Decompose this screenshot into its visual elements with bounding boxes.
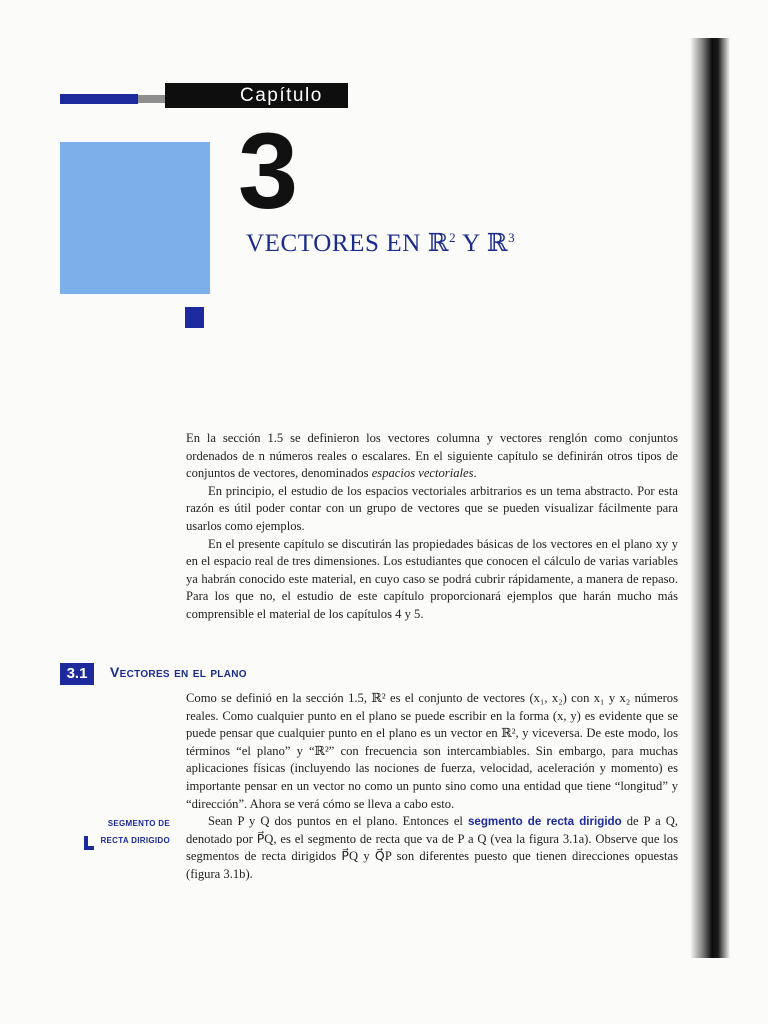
section-number: 3.1 [60, 663, 94, 685]
decorative-blue-panel [60, 142, 210, 294]
section-title: Vectores en el plano [110, 664, 247, 680]
chapter-number: 3 [238, 110, 299, 231]
section-text [186, 690, 678, 884]
chapter-label: Capítulo [240, 85, 323, 106]
margin-bracket-icon [84, 836, 94, 850]
intro-paragraph-3: En el presente capítulo se discutirán las propiedades básicas de los vectores en el plano xy y en el espacio real de tres dimensiones. Los estudiantes que conocen el cálculo de varias variables ya habrán conocido este material, en cuyo caso se podrá cubrir rápidamente, a manera de repaso. Para los que no, el estudio de este capítulo proporcionará ejemplos que harán mucho más comprensible el material de los capítulos 4 y 5. [186, 536, 678, 621]
section-paragraph-1: Como se definió en la sección 1.5, ℝ² es el conjunto de vectores (x₁, x₂) con x₁ y x₂ números reales. Como cualquier punto en el plano se puede escribir en la forma (x, y) es evidente que se puede pensar que cualquier punto en el plano es un vector en ℝ², y viceversa. De este modo, los términos “el plano” y “ℝ²” con frecuencia son intercambiables. Sin embargo, para muchas aplicaciones físicas (incluyendo las nociones de fuerza, velocidad, aceleración y momento) es importante pensar en un vector no como un punto sino como una entidad que tiene “longitud” y “dirección”. Ahora se verá cómo se lleva a cabo esto. [186, 691, 678, 811]
margin-note: SEGMENTO DE RECTA DIRIGIDO [100, 819, 170, 845]
header-gray-bar [138, 95, 166, 103]
intro-paragraph-2: En principio, el estudio de los espacios vectoriales arbitrarios es un tema abstracto. Por esta razón es útil poder contar con un grupo de vectores que se pueden visualizar fácilmente para usarlos como ejemplos. [186, 483, 678, 533]
intro-paragraph-1: En la sección 1.5 se definieron los vectores columna y vectores renglón como conjuntos ordenados de n números reales o escalares. En el siguiente capítulo se definirán otros tipos de conjuntos de vectores, denominados espacios vectoriales. [186, 431, 678, 481]
chapter-title: VECTORES EN ℝ$^2$ Y ℝ$^3$ [246, 230, 516, 257]
decorative-blue-square [185, 307, 204, 328]
section-paragraph-2: Sean P y Q dos puntos en el plano. Entonces el segmento de recta dirigido de P a Q, denotado por P⃗Q, es el segmento de recta que va de P a Q (vea la figura 3.1a). Observe que los segmentos de recta dirigidos P⃗Q y Q⃗P son diferentes puesto que tienen direcciones opuestas (figura 3.1b). [186, 814, 679, 881]
intro-text [186, 430, 678, 624]
header-blue-bar [60, 94, 138, 104]
binding-shadow [690, 38, 730, 958]
